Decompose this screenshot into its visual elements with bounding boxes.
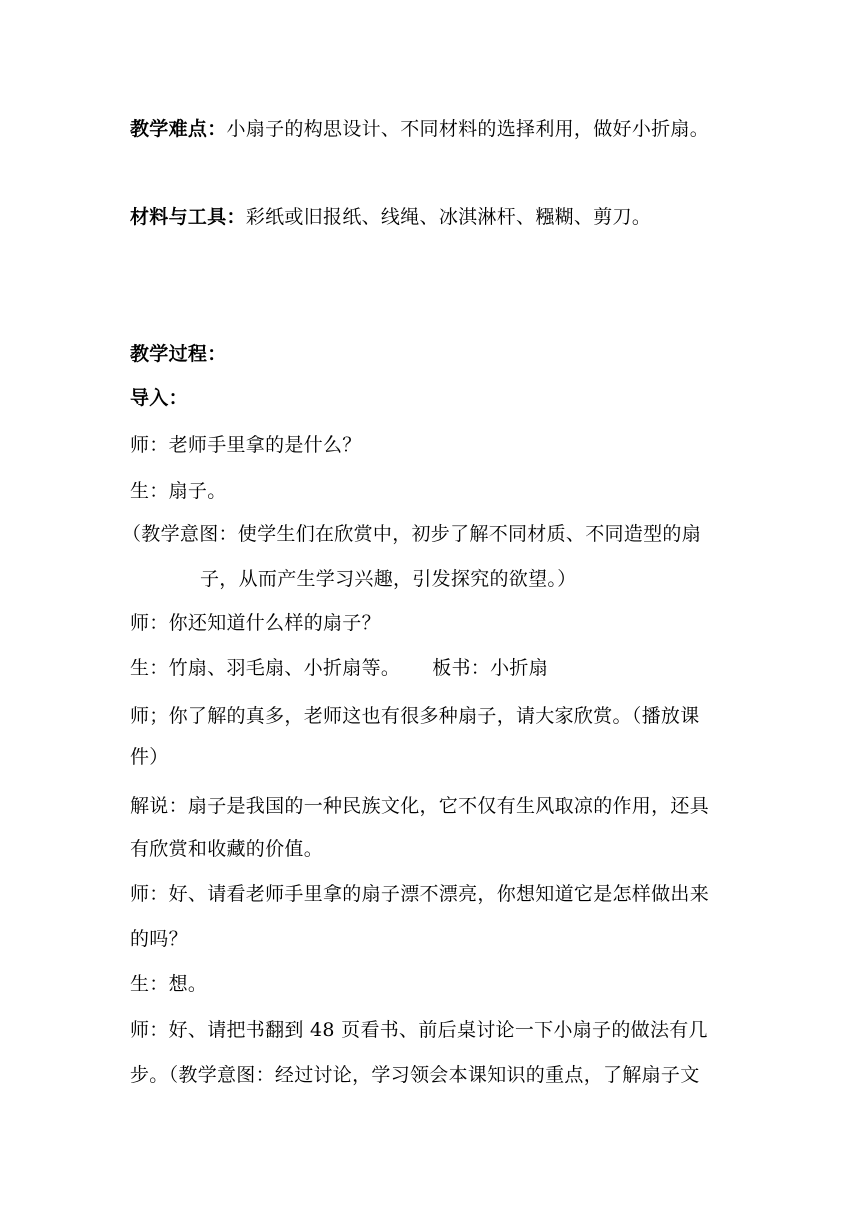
teaching-intent-note-continued: 子，从而产生学习兴趣，引发探究的欲望。）: [200, 568, 577, 590]
dialogue-text: 生：竹扇、羽毛扇、小折扇等。: [130, 657, 401, 679]
materials-tools-paragraph: [130, 205, 740, 229]
explanation-line: 解说：扇子是我国的一种民族文化，它不仅有生风取凉的作用，还具: [130, 795, 710, 817]
materials-tools-text: 彩纸或旧报纸、线绳、冰淇淋杆、糨糊、剪刀。: [245, 206, 652, 228]
dialogue-line-with-board-note: [130, 656, 740, 680]
explanation-line-continued: 有欣赏和收藏的价值。: [130, 838, 324, 860]
teaching-intent-note: （教学意图：使学生们在欣赏中，初步了解不同材质、不同造型的扇: [122, 523, 702, 545]
teaching-difficulty-label: 教学难点：: [130, 118, 227, 140]
dialogue-line: 师：老师手里拿的是什么？: [130, 434, 362, 456]
dialogue-line: 师：你还知道什么样的扇子？: [130, 612, 381, 634]
teaching-difficulty-text: 小扇子的构思设计、不同材料的选择利用，做好小折扇。: [226, 118, 710, 140]
dialogue-line: 生：想。: [130, 973, 208, 995]
board-note: 板书：小折扇: [432, 657, 549, 679]
teaching-difficulty-paragraph: [130, 117, 740, 141]
intro-heading: 导入：: [130, 387, 188, 409]
dialogue-line-continued: 件）: [130, 746, 169, 768]
dialogue-line-continued: 步。（教学意图：经过讨论，学习领会本课知识的重点，了解扇子文: [130, 1064, 700, 1086]
materials-tools-label: 材料与工具：: [130, 206, 246, 228]
dialogue-line: 生：扇子。: [130, 480, 227, 502]
dialogue-line-continued: 的吗？: [130, 928, 188, 950]
dialogue-line: 师：好、请把书翻到 48 页看书、前后桌讨论一下小扇子的做法有几: [130, 1019, 708, 1041]
dialogue-line: 师：好、请看老师手里拿的扇子漂不漂亮，你想知道它是怎样做出来: [130, 883, 710, 905]
dialogue-line: 师；你了解的真多，老师这也有很多种扇子，请大家欣赏。（播放课: [130, 705, 700, 727]
teaching-process-heading: 教学过程：: [130, 343, 227, 365]
